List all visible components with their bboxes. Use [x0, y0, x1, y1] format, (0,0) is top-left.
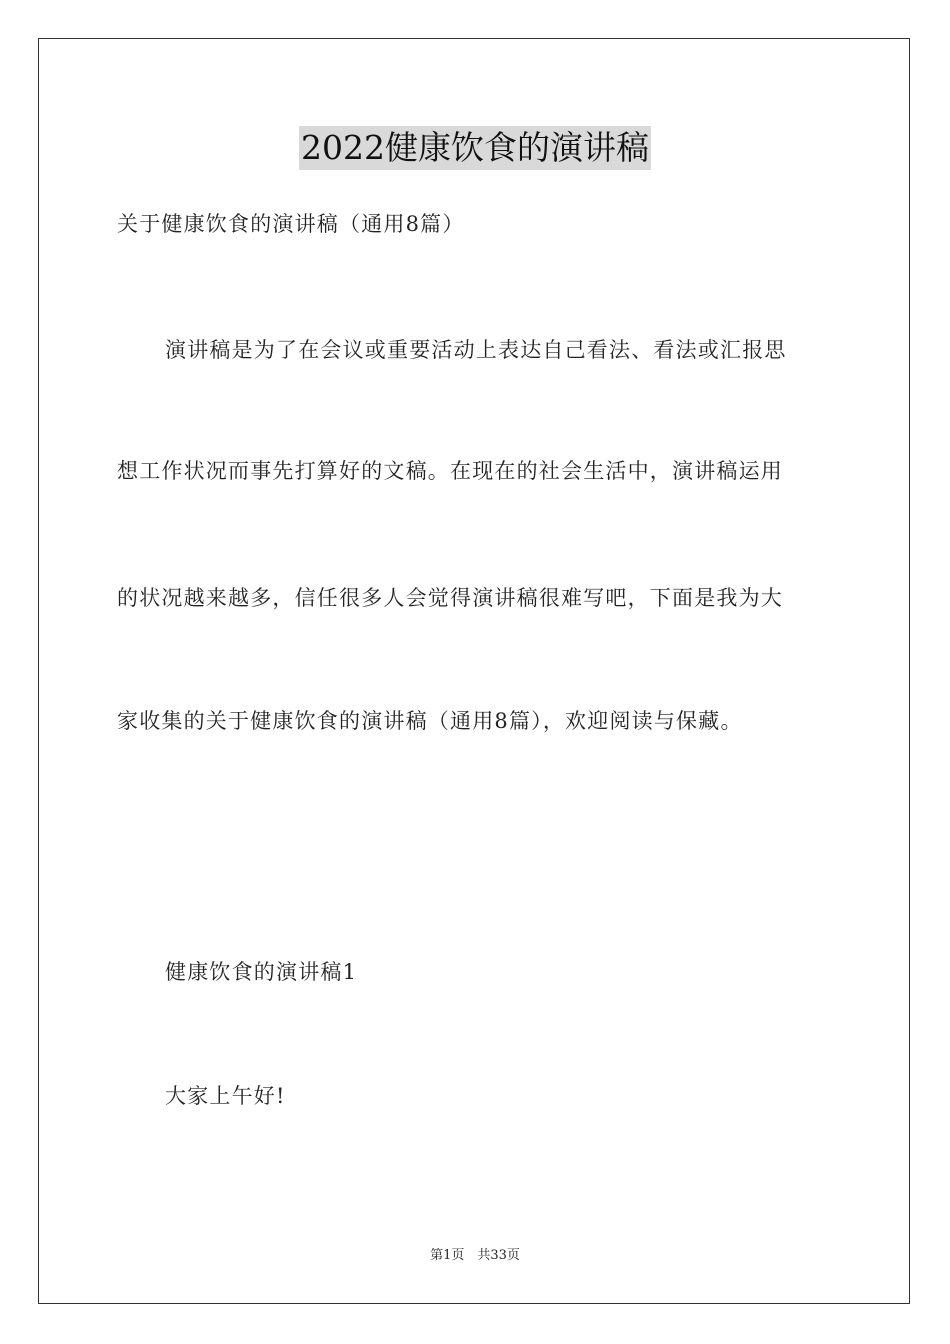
document-subtitle: 关于健康饮食的演讲稿（通用8篇）: [117, 212, 465, 236]
title-container: [0, 126, 950, 170]
document-title: 2022健康饮食的演讲稿: [299, 126, 651, 170]
greeting-line: 大家上午好!: [165, 1084, 286, 1108]
intro-line-3: 的状况越来越多，信任很多人会觉得演讲稿很难写吧，下面是我为大: [117, 586, 783, 610]
section-heading: 健康饮食的演讲稿1: [165, 960, 358, 984]
intro-line-2: 想工作状况而事先打算好的文稿。在现在的社会生活中，演讲稿运用: [117, 459, 783, 483]
page-number-footer: 第1页 共33页: [430, 1248, 520, 1263]
intro-line-4: 家收集的关于健康饮食的演讲稿（通用8篇），欢迎阅读与保藏。: [117, 709, 743, 733]
intro-line-1: 演讲稿是为了在会议或重要活动上表达自己看法、看法或汇报思: [165, 338, 787, 362]
